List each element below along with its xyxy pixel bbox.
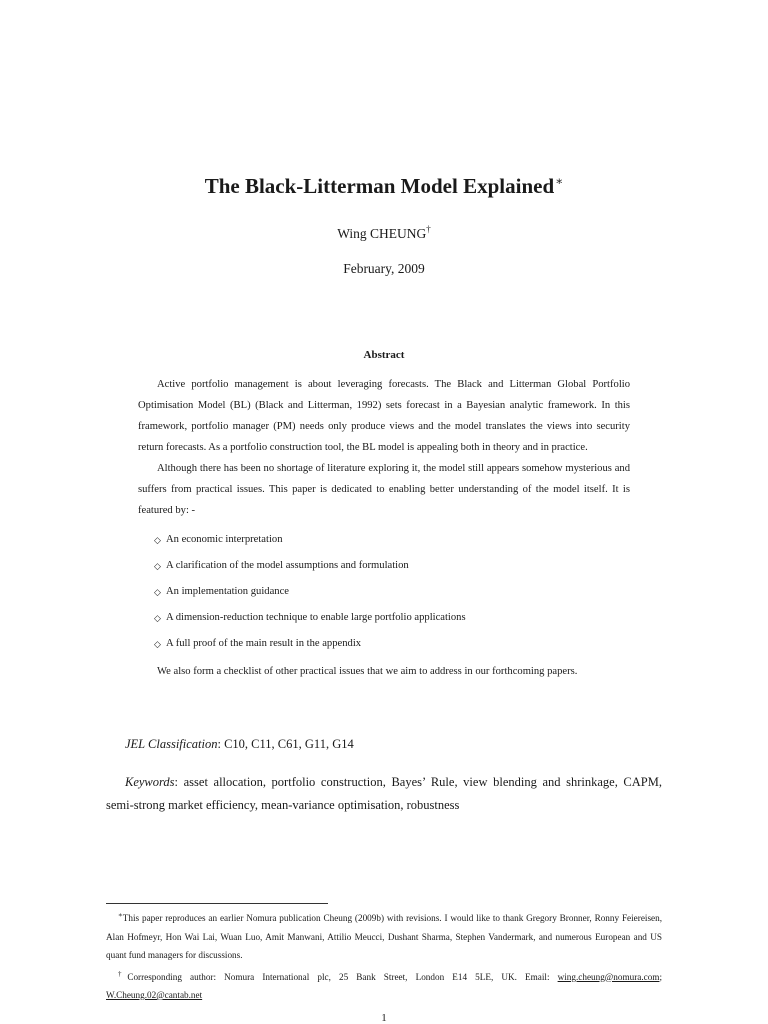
list-item bbox=[138, 527, 630, 553]
email-link-secondary[interactable]: W.Cheung.02@cantab.net bbox=[106, 990, 203, 1000]
feature-text: An economic interpretation bbox=[166, 534, 283, 545]
footnote-1 bbox=[106, 906, 662, 965]
list-item bbox=[138, 605, 630, 631]
title-footnote-marker: ∗ bbox=[555, 174, 564, 188]
abstract-body bbox=[138, 374, 630, 682]
page-number: 1 bbox=[381, 1012, 387, 1024]
jel-label: JEL Classification bbox=[125, 737, 218, 751]
list-item bbox=[138, 579, 630, 605]
feature-text: A full proof of the main result in the appendix bbox=[166, 638, 362, 649]
footnote-1-text: This paper reproduces an earlier Nomura publication Cheung (2009b) with revisions. I would like to thank Gregory Bronner, Ronny Feiereisen, Alan Hofmeyr, Hon Wai Lai, Wuan Luo, Amit Manwani, Attilio Meucci, Dushant Sharma, Stephen Vandermark, and numerous European and US quant fund managers for discussions. bbox=[106, 913, 662, 960]
paper-title-text: The Black-Litterman Model Explained bbox=[204, 174, 555, 198]
author-line bbox=[0, 220, 768, 243]
paper-title bbox=[0, 167, 768, 200]
footnote-divider bbox=[106, 903, 328, 904]
keywords-label: Keywords bbox=[125, 775, 175, 789]
feature-text: A dimension-reduction technique to enable large portfolio applications bbox=[166, 612, 466, 623]
feature-text: An implementation guidance bbox=[166, 586, 289, 597]
diamond-bullet-icon: ◇ bbox=[154, 561, 161, 571]
abstract-closing: We also form a checklist of other practical issues that we aim to address in our forthcoming papers. bbox=[157, 666, 578, 677]
diamond-bullet-icon: ◇ bbox=[154, 639, 161, 649]
publication-date: February, 2009 bbox=[343, 261, 425, 276]
keywords-value: : asset allocation, portfolio construction, Bayes’ Rule, view blending and shrinkage, CAPM, semi-strong market efficiency, mean-variance optimisation, robustness bbox=[106, 775, 662, 812]
author-footnote-marker: † bbox=[426, 224, 431, 234]
abstract-heading: Abstract bbox=[363, 349, 405, 361]
author-name: Wing CHEUNG bbox=[337, 226, 427, 241]
abstract-paragraph-1: Active portfolio management is about leveraging forecasts. The Black and Litterman Global Portfolio Optimisation Model (BL) (Black and Litterman, 1992) sets forecast in a Bayesian analytic framework. In this framework, portfolio manager (PM) needs only produce views and the model translates the views into security return forecasts. As a portfolio construction tool, the BL model is appealing both in theory and in practice. bbox=[138, 379, 630, 453]
footnotes bbox=[106, 906, 662, 1005]
footnote-1-marker: ∗ bbox=[118, 911, 123, 919]
jel-value: : C10, C11, C61, G11, G14 bbox=[217, 737, 354, 751]
abstract-paragraph-2: Although there has been no shortage of literature exploring it, the model still appears somehow mysterious and suffers from practical issues. This paper is dedicated to enabling better understanding of the model itself. It is featured by: - bbox=[138, 463, 630, 516]
feature-text: A clarification of the model assumptions and formulation bbox=[166, 560, 409, 571]
email-link-primary[interactable]: wing.cheung@nomura.com bbox=[557, 971, 660, 982]
diamond-bullet-icon: ◇ bbox=[154, 613, 161, 623]
list-item bbox=[138, 631, 630, 657]
footnote-2-marker: † bbox=[118, 969, 128, 978]
diamond-bullet-icon: ◇ bbox=[154, 535, 161, 545]
feature-list bbox=[138, 527, 630, 657]
email-separator: ; bbox=[659, 971, 663, 982]
footnote-2 bbox=[106, 965, 662, 1005]
footnote-2-text: Corresponding author: Nomura International plc, 25 Bank Street, London E14 5LE, UK. Email: bbox=[127, 971, 558, 982]
diamond-bullet-icon: ◇ bbox=[154, 587, 161, 597]
keywords bbox=[106, 771, 662, 817]
jel-classification bbox=[125, 735, 354, 753]
list-item bbox=[138, 553, 630, 579]
